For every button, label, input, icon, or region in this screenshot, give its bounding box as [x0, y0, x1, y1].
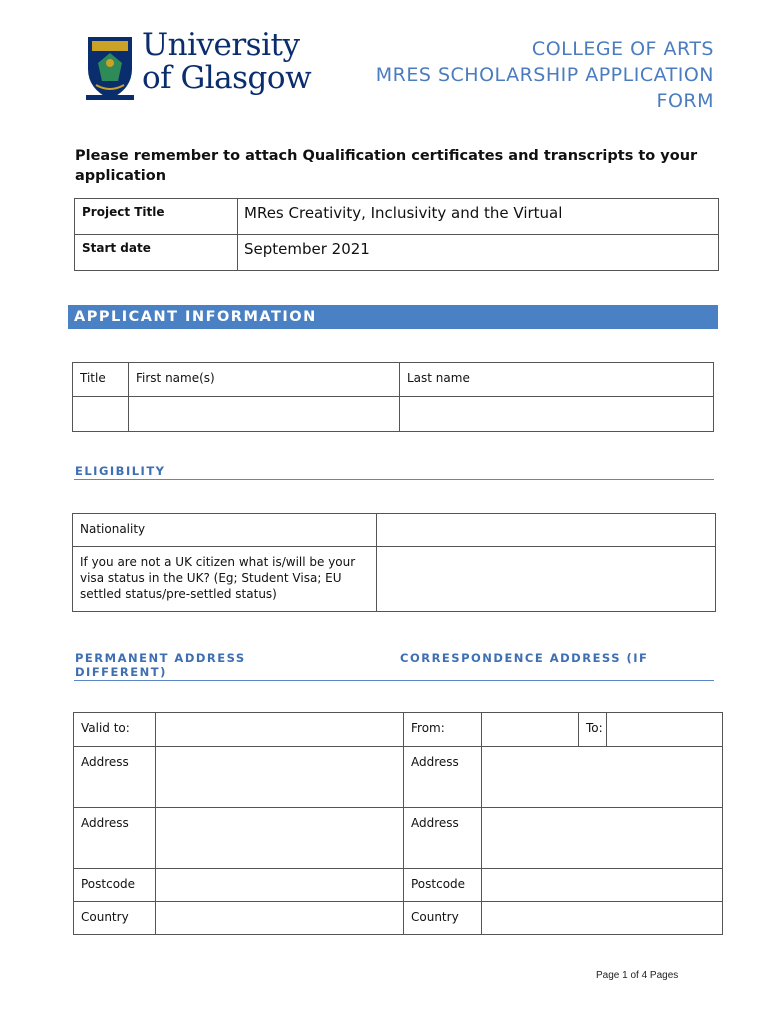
page-footer: Page 1 of 4 Pages [596, 970, 679, 981]
name-table [72, 362, 714, 432]
permanent-address-field-2[interactable] [156, 808, 404, 869]
correspondence-address-field-2[interactable] [482, 808, 723, 869]
from-field[interactable] [482, 713, 579, 746]
valid-to-field[interactable] [156, 713, 404, 747]
first-name-header: First name(s) [129, 363, 400, 397]
applicant-information-banner: APPLICANT INFORMATION [68, 305, 718, 329]
eligibility-table [72, 513, 716, 612]
to-label: To: [579, 713, 607, 746]
address-table [73, 712, 723, 935]
eligibility-rule [74, 479, 714, 480]
correspondence-country-field[interactable] [482, 902, 723, 935]
eligibility-heading: ELIGIBILITY [75, 464, 166, 478]
project-table [74, 198, 719, 271]
visa-status-label: If you are not a UK citizen what is/will be your visa status in the UK? (Eg; Student Visa; EU settled status/pre-settled status) [73, 547, 377, 612]
university-logo: University of Glasgow [142, 27, 312, 96]
permanent-address-label-2: Address [74, 808, 156, 869]
permanent-country-field[interactable] [156, 902, 404, 935]
correspondence-country-label: Country [404, 902, 482, 935]
header-line-2: MRES SCHOLARSHIP APPLICATION [375, 64, 714, 86]
header-line-3: FORM [656, 90, 714, 112]
permanent-postcode-field[interactable] [156, 869, 404, 902]
attachment-notice: Please remember to attach Qualification certificates and transcripts to your application [75, 148, 698, 184]
nationality-label: Nationality [73, 514, 377, 547]
permanent-country-label: Country [74, 902, 156, 935]
permanent-address-heading: PERMANENT ADDRESS [75, 651, 246, 665]
address-rule [74, 680, 714, 681]
last-name-field[interactable] [400, 397, 714, 432]
correspondence-postcode-label: Postcode [404, 869, 482, 902]
visa-status-field[interactable] [377, 547, 716, 612]
different-heading-wrap: DIFFERENT) [75, 665, 167, 679]
correspondence-postcode-field[interactable] [482, 869, 723, 902]
nationality-field[interactable] [377, 514, 716, 547]
form-header [376, 36, 714, 114]
permanent-postcode-label: Postcode [74, 869, 156, 902]
permanent-address-field-1[interactable] [156, 747, 404, 808]
start-date-value[interactable]: September 2021 [238, 235, 719, 271]
correspondence-address-field-1[interactable] [482, 747, 723, 808]
last-name-header: Last name [400, 363, 714, 397]
valid-to-label: Valid to: [74, 713, 156, 747]
title-field[interactable] [73, 397, 129, 432]
header-line-1: COLLEGE OF ARTS [531, 38, 714, 60]
project-title-label: Project Title [75, 199, 238, 235]
correspondence-address-label-1: Address [404, 747, 482, 808]
first-name-field[interactable] [129, 397, 400, 432]
to-field[interactable] [607, 713, 722, 746]
title-header: Title [73, 363, 129, 397]
university-crest-icon [84, 33, 136, 101]
from-label: From: [404, 713, 482, 747]
correspondence-address-heading-text: CORRESPONDENCE ADDRESS (IF [400, 651, 649, 665]
start-date-label: Start date [75, 235, 238, 271]
from-to-cell [482, 713, 723, 747]
permanent-address-label-1: Address [74, 747, 156, 808]
project-title-value[interactable]: MRes Creativity, Inclusivity and the Virtual [238, 199, 719, 235]
correspondence-address-label-2: Address [404, 808, 482, 869]
